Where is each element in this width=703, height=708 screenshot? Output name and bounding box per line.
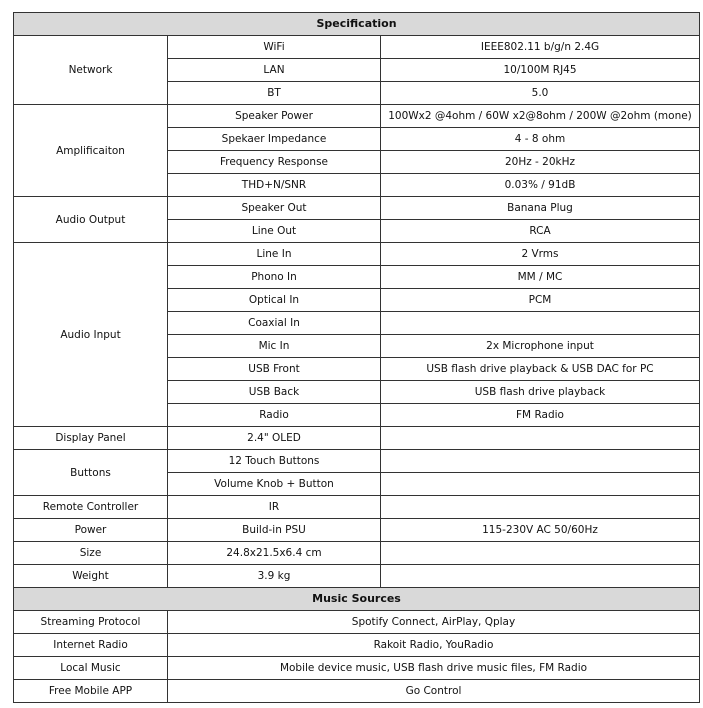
spec-label-cell: BT	[168, 82, 381, 105]
spec-value-cell: 5.0	[381, 82, 700, 105]
table-row	[14, 450, 700, 473]
spec-label-cell: Coaxial In	[168, 312, 381, 335]
table-row	[14, 634, 700, 657]
table-row	[14, 657, 700, 680]
spec-label-cell: 12 Touch Buttons	[168, 450, 381, 473]
spec-value-cell: 0.03% / 91dB	[381, 174, 700, 197]
spec-label-cell: THD+N/SNR	[168, 174, 381, 197]
spec-label-cell: Speaker Power	[168, 105, 381, 128]
spec-label-cell: Line Out	[168, 220, 381, 243]
spec-value-cell	[381, 565, 700, 588]
spec-label-cell: 24.8x21.5x6.4 cm	[168, 542, 381, 565]
spec-label-cell: 3.9 kg	[168, 565, 381, 588]
spec-value-cell	[381, 312, 700, 335]
spec-value-cell: Banana Plug	[381, 197, 700, 220]
category-cell: Display Panel	[14, 427, 168, 450]
music-sources-header: Music Sources	[14, 588, 700, 611]
spec-label-cell: Mic In	[168, 335, 381, 358]
spec-label-cell: Spekaer Impedance	[168, 128, 381, 151]
spec-value-cell: IEEE802.11 b/g/n 2.4G	[381, 36, 700, 59]
table-row	[14, 243, 700, 266]
category-cell: Power	[14, 519, 168, 542]
spec-value-cell	[381, 496, 700, 519]
spec-value-cell	[381, 542, 700, 565]
category-cell: Network	[14, 36, 168, 105]
spec-label-cell: Build-in PSU	[168, 519, 381, 542]
table-row	[14, 542, 700, 565]
table-row	[14, 427, 700, 450]
spec-label-cell: 2.4" OLED	[168, 427, 381, 450]
music-source-label-cell: Internet Radio	[14, 634, 168, 657]
table-row	[14, 197, 700, 220]
spec-value-cell: 2 Vrms	[381, 243, 700, 266]
spec-value-cell: 20Hz - 20kHz	[381, 151, 700, 174]
spec-label-cell: Phono In	[168, 266, 381, 289]
music-sources-header-row	[14, 588, 700, 611]
spec-label-cell: Line In	[168, 243, 381, 266]
category-cell: Weight	[14, 565, 168, 588]
spec-value-cell: USB flash drive playback	[381, 381, 700, 404]
spec-label-cell: USB Back	[168, 381, 381, 404]
spec-value-cell	[381, 450, 700, 473]
music-source-label-cell: Streaming Protocol	[14, 611, 168, 634]
spec-value-cell	[381, 427, 700, 450]
category-cell: Audio Output	[14, 197, 168, 243]
table-row	[14, 680, 700, 703]
spec-value-cell: MM / MC	[381, 266, 700, 289]
spec-label-cell: IR	[168, 496, 381, 519]
spec-value-cell: 10/100M RJ45	[381, 59, 700, 82]
music-source-label-cell: Free Mobile APP	[14, 680, 168, 703]
category-cell: Buttons	[14, 450, 168, 496]
spec-value-cell: 115-230V AC 50/60Hz	[381, 519, 700, 542]
spec-label-cell: Volume Knob + Button	[168, 473, 381, 496]
music-source-value-cell: Mobile device music, USB flash drive music files, FM Radio	[168, 657, 700, 680]
spec-value-cell: RCA	[381, 220, 700, 243]
specification-header: Specification	[14, 13, 700, 36]
spec-value-cell: 100Wx2 @4ohm / 60W x2@8ohm / 200W @2ohm (mone)	[381, 105, 700, 128]
category-cell: Amplificaiton	[14, 105, 168, 197]
spec-label-cell: LAN	[168, 59, 381, 82]
table-row	[14, 496, 700, 519]
spec-value-cell: 4 - 8 ohm	[381, 128, 700, 151]
spec-label-cell: Radio	[168, 404, 381, 427]
music-source-label-cell: Local Music	[14, 657, 168, 680]
music-source-value-cell: Go Control	[168, 680, 700, 703]
table-row	[14, 611, 700, 634]
spec-value-cell: FM Radio	[381, 404, 700, 427]
spec-value-cell: PCM	[381, 289, 700, 312]
spec-label-cell: Frequency Response	[168, 151, 381, 174]
category-cell: Remote Controller	[14, 496, 168, 519]
spec-table-body	[14, 13, 700, 703]
table-row	[14, 36, 700, 59]
spec-label-cell: WiFi	[168, 36, 381, 59]
table-row	[14, 105, 700, 128]
spec-label-cell: USB Front	[168, 358, 381, 381]
category-cell: Size	[14, 542, 168, 565]
spec-label-cell: Optical In	[168, 289, 381, 312]
spec-value-cell: USB flash drive playback & USB DAC for PC	[381, 358, 700, 381]
category-cell: Audio Input	[14, 243, 168, 427]
spec-value-cell	[381, 473, 700, 496]
table-row	[14, 565, 700, 588]
music-source-value-cell: Spotify Connect, AirPlay, Qplay	[168, 611, 700, 634]
spec-value-cell: 2x Microphone input	[381, 335, 700, 358]
music-source-value-cell: Rakoit Radio, YouRadio	[168, 634, 700, 657]
specification-header-row	[14, 13, 700, 36]
spec-label-cell: Speaker Out	[168, 197, 381, 220]
table-row	[14, 519, 700, 542]
spec-table	[13, 12, 700, 703]
